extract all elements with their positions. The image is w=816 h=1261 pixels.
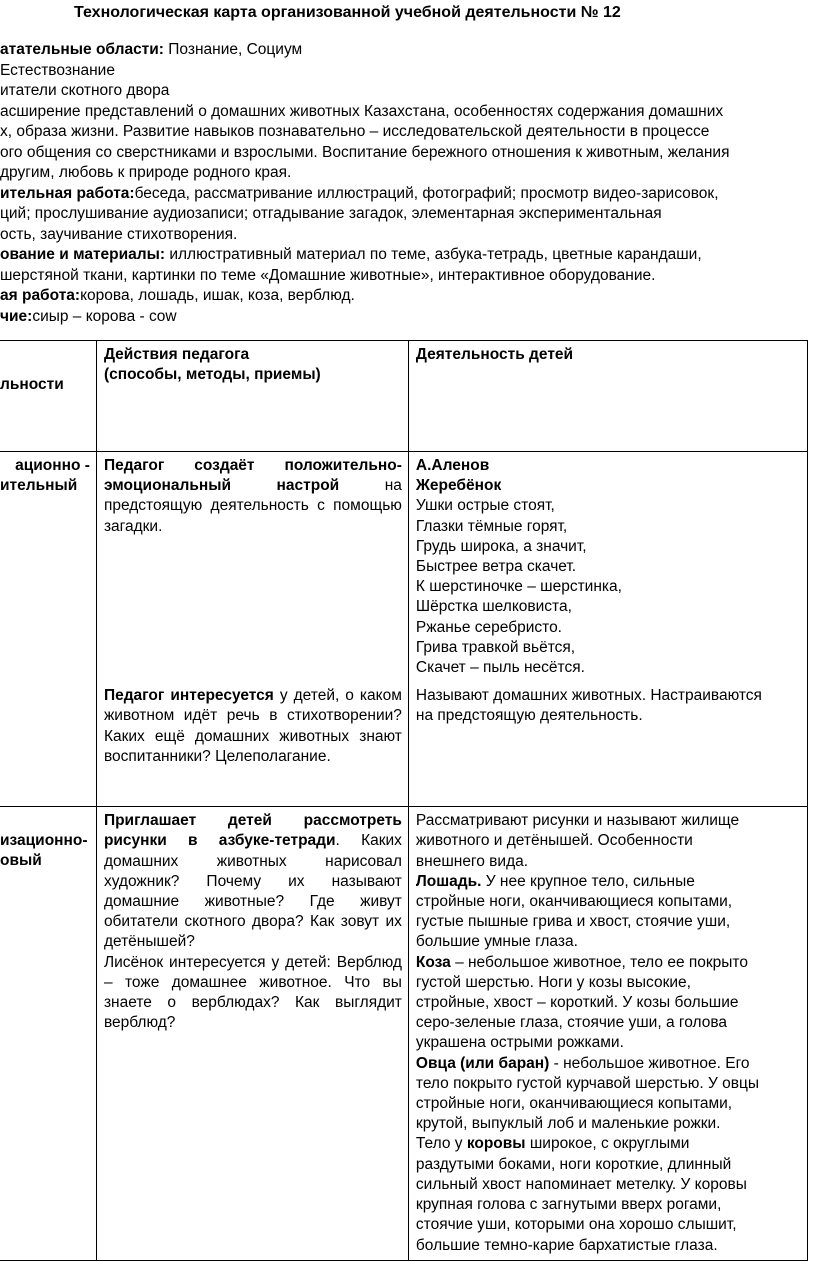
cow-line: широкое, с округлыми [525,1135,690,1153]
poem-line: Скачет – пыль несётся. [415,659,585,677]
teacher-action-workbook [96,807,408,1260]
goat-line: – небольшое животное, тело ее покрыто [450,953,748,971]
stage-1-line-2: ительный [0,477,78,495]
teacher-riddle-text: на предстоящую деятельность с помощью загадки. [103,477,402,535]
cow-line: стоячие уши, которыми она хорошо слышит, [415,1216,737,1234]
stage-organizational [0,807,96,1260]
educational-areas-label: атательные области: [0,41,164,58]
goal-line-2: х, образа жизни. Развитие навыков познавательно – исследовательской деятельности в процессе [0,123,710,140]
horse-label: Лошадь. [415,872,482,890]
horse-line: большие умные глаза. [415,933,578,951]
educational-areas-value: Познание, Социум [163,41,303,58]
vocabulary-work [0,286,816,307]
sheep-description [416,1054,801,1074]
preliminary-work [0,184,816,205]
poem-line: Быстрее ветра скачет. [415,558,577,576]
poem-line: Грива травкой вьётся, [415,638,576,656]
subject: Естествознание [0,61,115,79]
sheep-line: тело покрыто густой курчавой шерстью. У овцы [415,1074,759,1092]
sheep-line: - небольшое животное. Его [549,1054,750,1072]
goat-description [416,953,801,973]
sheep-line: стройные ноги, оканчивающиеся копытами, [415,1095,733,1113]
stage-2-line-2: овый [0,852,42,870]
header-children-activity: Деятельность детей [408,341,807,452]
teacher-workbook-bold: Приглашает детей рассмотреть рисунки в азбуке-тетради [103,812,402,850]
preliminary-work-line-3: ость, заучивание стихотворения. [0,225,238,243]
cow-description [416,1134,801,1154]
children-poem [408,452,807,683]
goal-line-1: асширение представлений о домашних животных Казахстана, особенностях содержания домашних [0,102,724,120]
children-desc-line: внешнего вида. [415,852,529,870]
goat-label: Коза [415,953,451,971]
sheep-line: крутой, выпуклый лоб и маленькие рожки. [415,1115,721,1133]
teacher-question-bold: Педагог интересуется [103,687,274,705]
equipment-line-2: шерстяной ткани, картинки по теме «Домашние животные», интерактивное оборудование. [0,266,656,284]
poem-line: Шёрстка шелковиста, [415,598,572,616]
sheep-label: Овца (или баран) [415,1054,550,1072]
header-teacher-line-1: Действия педагога [103,346,250,363]
poem-title: Жеребёнок [415,477,502,495]
poem-line: Грудь широка, а значит, [415,537,587,555]
preliminary-work-label: ительная работа: [0,184,135,202]
stage-1-line-1: ационно - [15,457,90,474]
goat-line: серо-зеленые глаза, стоячие уши, а голова [415,1014,727,1032]
bilingual-component-label: чие: [0,307,33,325]
children-answer [408,682,807,807]
cow-line: сильный хвост напоминает метелку. У коровы [415,1175,747,1193]
poem-author: А.Аленов [415,457,490,474]
horse-line: стройные ноги, оканчивающиеся копытами, [415,893,733,911]
educational-areas [0,40,816,61]
header-teacher-actions [96,341,408,452]
topic: итатели скотного двора [0,82,170,99]
children-answer-line-1: Называют домашних животных. Настраиваются [415,687,762,705]
vocabulary-work-value: корова, лошадь, ишак, коза, верблюд. [80,287,355,304]
children-answer-line-2: на предстоящую деятельность. [415,707,643,725]
poem-line: Ржанье серебристо. [415,618,562,636]
goat-line: стройные, хвост – короткий. У козы большие [415,994,739,1012]
horse-line: У нее крупное тело, сильные [481,872,695,890]
poem-line: К шерстиночке – шерстинка, [415,578,622,596]
goal-line-3: ого общения со сверстниками и взрослыми. Воспитание бережного отношения к животным, желания [0,143,730,161]
header-stage: льности [0,341,96,452]
teacher-fox-question: Лисёнок интересуется у детей: Верблюд – тоже домашнее животное. Что вы знаете о верблюдах? Как выглядит верблюд? [103,953,402,1032]
cow-line: крупная голова с загнутыми вверх рогами, [415,1196,722,1214]
header-teacher-line-2: (способы, методы, приемы) [103,366,321,384]
cow-label: коровы [466,1135,526,1153]
cow-prefix: Тело у [415,1135,467,1153]
teacher-action-riddle [96,452,408,683]
table-header-row [0,341,808,452]
table-row [0,452,808,683]
goal-line-4: другим, любовь к природе родного края. [0,164,292,181]
page-title: Технологическая карта организованной учебной деятельности № 12 [74,4,621,21]
poem-line: Ушки острые стоят, [415,497,555,515]
goat-line: густой шерстью. Ноги у козы высокие, [415,973,691,991]
horse-description [416,872,801,892]
teacher-riddle-bold: Педагог создаёт положительно-эмоциональный настрой [103,457,402,495]
horse-line: густые пышные грива и хвост, стоячие уши, [415,913,731,931]
cow-line: большие темно-карие бархатистые глаза. [415,1236,718,1254]
teacher-action-question [96,682,408,807]
bilingual-component-value: сиыр – корова - cow [32,307,177,325]
lesson-intro [0,40,816,327]
children-desc-line: животного и детёнышей. Особенности [415,832,693,850]
teacher-workbook-text: . Каких домашних животных нарисовал художник? Почему их называют домашние животные? Где живут обитатели скотного двора? Как зовут их детёнышей? [103,832,402,951]
lesson-table [0,340,808,1261]
equipment [0,245,816,266]
cow-line: раздутыми боками, ноги короткие, длинный [415,1155,732,1173]
preliminary-work-value: беседа, рассматривание иллюстраций, фотографий; просмотр видео-зарисовок, [134,184,719,202]
goat-line: украшена острыми рожками. [415,1034,624,1052]
bilingual-component [0,307,816,328]
preliminary-work-line-2: ций; прослушивание аудиозаписи; отгадывание загадок, элементарная экспериментальная [0,205,662,222]
table-row [0,807,808,1260]
teacher-question-text: у детей, о каком животном идёт речь в стихотворении? Каких ещё домашних животных знают воспитанники? Целеполагание. [103,687,402,765]
stage-motivational [0,452,96,807]
table-row [0,682,808,807]
equipment-label: ование и материалы: [0,246,166,263]
poem-line: Глазки тёмные горят, [415,517,568,535]
children-desc-line: Рассматривают рисунки и называют жилище [415,812,740,830]
vocabulary-work-label: ая работа: [0,287,81,304]
stage-2-line-1: изационно- [0,832,88,850]
children-descriptions [408,807,807,1260]
equipment-value: иллюстративный материал по теме, азбука-тетрадь, цветные карандаши, [165,246,702,263]
